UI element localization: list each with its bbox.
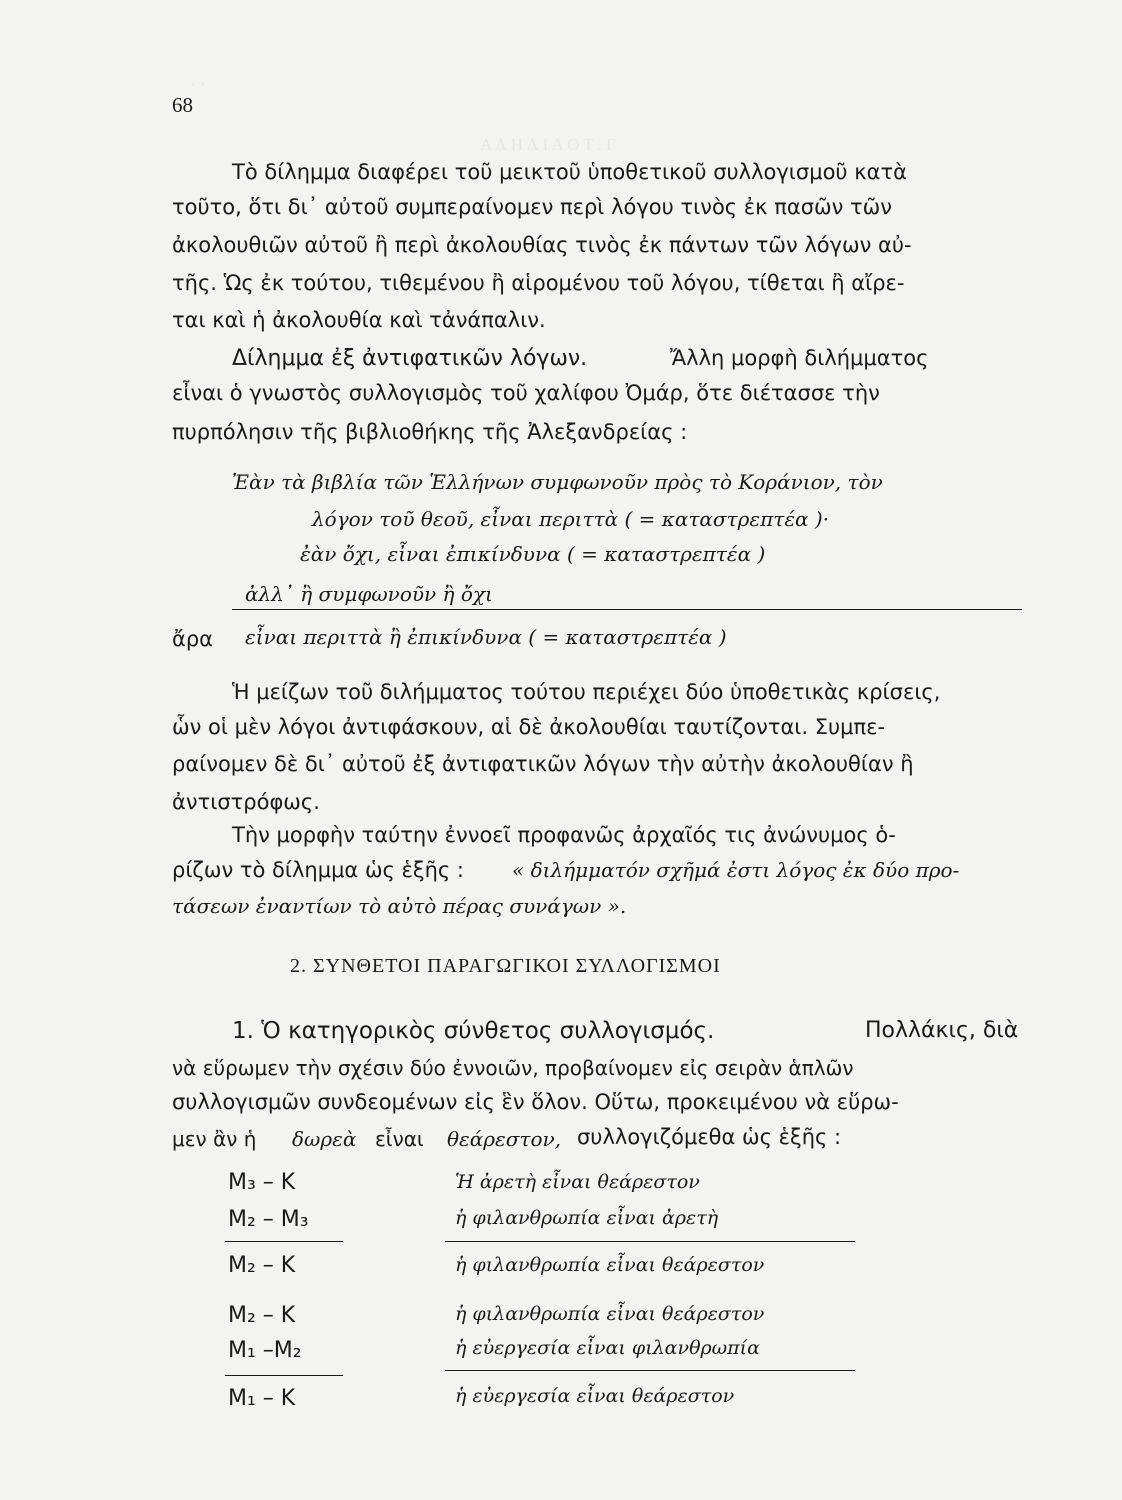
paragraph-line-part: εἶναι [375, 1127, 424, 1151]
chain-label: M₁ – K [228, 1386, 296, 1411]
chain-rule [225, 1375, 343, 1376]
chain-label: M₂ – K [228, 1303, 296, 1328]
chain-rule [225, 1241, 343, 1242]
show-through-text [480, 135, 616, 155]
paragraph-line: πυρπόλησιν τῆς βιβλιοθήκης τῆς Ἀλεξανδρείας : [172, 420, 688, 444]
paragraph-line: Πολλάκις, διὰ [865, 1018, 1019, 1043]
paragraph-line: ἀκολουθιῶν αὐτοῦ ἢ περὶ ἀκολουθίας τινὸς ἐκ πάντων τῶν λόγων αὐ- [172, 233, 912, 257]
chain-proposition: ἡ εὐεργεσία εἶναι φιλανθρωπία [455, 1337, 760, 1359]
italic-term: θεάρεστον, [447, 1127, 562, 1151]
syllogism-conclusion: εἶναι περιττὰ ἢ ἐπικίνδυνα ( = καταστρεπτέα ) [245, 625, 727, 649]
subsection-heading: 1. Ὁ κατηγορικὸς σύνθετος συλλογισμός. [232, 1018, 715, 1044]
chain-rule [445, 1241, 855, 1242]
page-number: 68 [172, 93, 193, 117]
paragraph-line-part: μεν ἂν ἡ [172, 1127, 257, 1151]
paragraph-line: ραίνομεν δὲ δι᾽ αὐτοῦ ἐξ ἀντιφατικῶν λόγων τὴν αὐτὴν ἀκολουθίαν ἢ [172, 752, 914, 776]
chain-label: M₂ – M₃ [228, 1207, 309, 1232]
paragraph-line: νὰ εὕρωμεν τὴν σχέσιν δύο ἐννοιῶν, προβαίνομεν εἰς σειρὰν ἁπλῶν [172, 1056, 854, 1080]
chain-proposition: ἡ φιλανθρωπία εἶναι ἀρετὴ [455, 1207, 719, 1229]
paragraph-line: ὧν οἱ μὲν λόγοι ἀντιφάσκουν, αἱ δὲ ἀκολουθίαι ταυτίζονται. Συμπε- [172, 715, 886, 739]
paragraph-line: ται καὶ ἡ ἀκολουθία καὶ τἀνάπαλιν. [172, 308, 546, 332]
chain-proposition: ἡ εὐεργεσία εἶναι θεάρεστον [455, 1385, 735, 1407]
ancient-quote: τάσεων ἐναντίων τὸ αὐτὸ πέρας συνάγων ». [172, 894, 627, 918]
chain-proposition: ἡ φιλανθρωπία εἶναι θεάρεστον [455, 1254, 765, 1276]
paragraph-line: συλλογισμῶν συνδεομένων εἰς ἓν ὅλον. Οὕτω, προκειμένου νὰ εὕρω- [172, 1090, 899, 1114]
dilemma-heading: Δίλημμα ἐξ ἀντιφατικῶν λόγων. [232, 346, 588, 371]
paragraph-line: Ἄλλη μορφὴ διλήμματος [670, 346, 929, 370]
paragraph-line: τοῦτο, ὅτι δι᾽ αὐτοῦ συμπεραίνομεν περὶ λόγου τινὸς ἐκ πασῶν τῶν [172, 195, 892, 219]
show-through-text [190, 75, 206, 95]
chain-proposition: ἡ φιλανθρωπία εἶναι θεάρεστον [455, 1303, 765, 1325]
chain-label: M₃ – K [228, 1170, 296, 1195]
syllogism-rule [232, 609, 1022, 610]
paragraph-line-part: συλλογιζόμεθα ὡς ἑξῆς : [577, 1125, 842, 1149]
paragraph-line: Ἡ μείζων τοῦ διλήμματος τούτου περιέχει δύο ὑποθετικὰς κρίσεις, [232, 680, 941, 704]
conclusion-label: ἄρα [172, 627, 214, 651]
ancient-quote: « διλήμματόν σχῆμά ἐστι λόγος ἐκ δύο προ- [512, 858, 960, 882]
paragraph-line: εἶναι ὁ γνωστὸς συλλογισμὸς τοῦ χαλίφου Ὀμάρ, ὅτε διέτασσε τὴν [172, 381, 880, 405]
syllogism-premise: Ἐὰν τὰ βιβλία τῶν Ἑλλήνων συμφωνοῦν πρὸς τὸ Κοράνιον, τὸν [232, 470, 883, 494]
italic-term: δωρεὰ [292, 1127, 357, 1151]
chain-label: M₁ –M₂ [228, 1338, 302, 1363]
syllogism-premise: ἐὰν ὄχι, εἶναι ἐπικίνδυνα ( = καταστρεπτέα ) [300, 542, 766, 566]
chain-proposition: Ἡ ἀρετὴ εἶναι θεάρεστον [455, 1171, 700, 1193]
paragraph-line: Τὴν μορφὴν ταύτην ἐννοεῖ προφανῶς ἀρχαῖός τις ἀνώνυμος ὁ- [232, 823, 896, 847]
syllogism-premise: λόγον τοῦ θεοῦ, εἶναι περιττὰ ( = καταστρεπτέα )· [312, 507, 830, 531]
chain-label: M₂ – K [228, 1253, 296, 1278]
paragraph-line: ἀντιστρόφως. [172, 790, 320, 814]
chain-rule [445, 1370, 855, 1371]
paragraph-line: τῆς. Ὡς ἐκ τούτου, τιθεμένου ἢ αἱρομένου τοῦ λόγου, τίθεται ἢ αἴρε- [172, 271, 905, 295]
section-title: 2. ΣΥΝΘΕΤΟΙ ΠΑΡΑΓΩΓΙΚΟΙ ΣΥΛΛΟΓΙΣΜΟΙ [290, 955, 721, 977]
paragraph-line: ρίζων τὸ δίλημμα ὡς ἑξῆς : [172, 858, 464, 882]
paragraph-line: Τὸ δίλημμα διαφέρει τοῦ μεικτοῦ ὑποθετικοῦ συλλογισμοῦ κατὰ [232, 160, 907, 184]
syllogism-premise: ἀλλ᾽ ἢ συμφωνοῦν ἢ ὄχι [245, 582, 493, 606]
